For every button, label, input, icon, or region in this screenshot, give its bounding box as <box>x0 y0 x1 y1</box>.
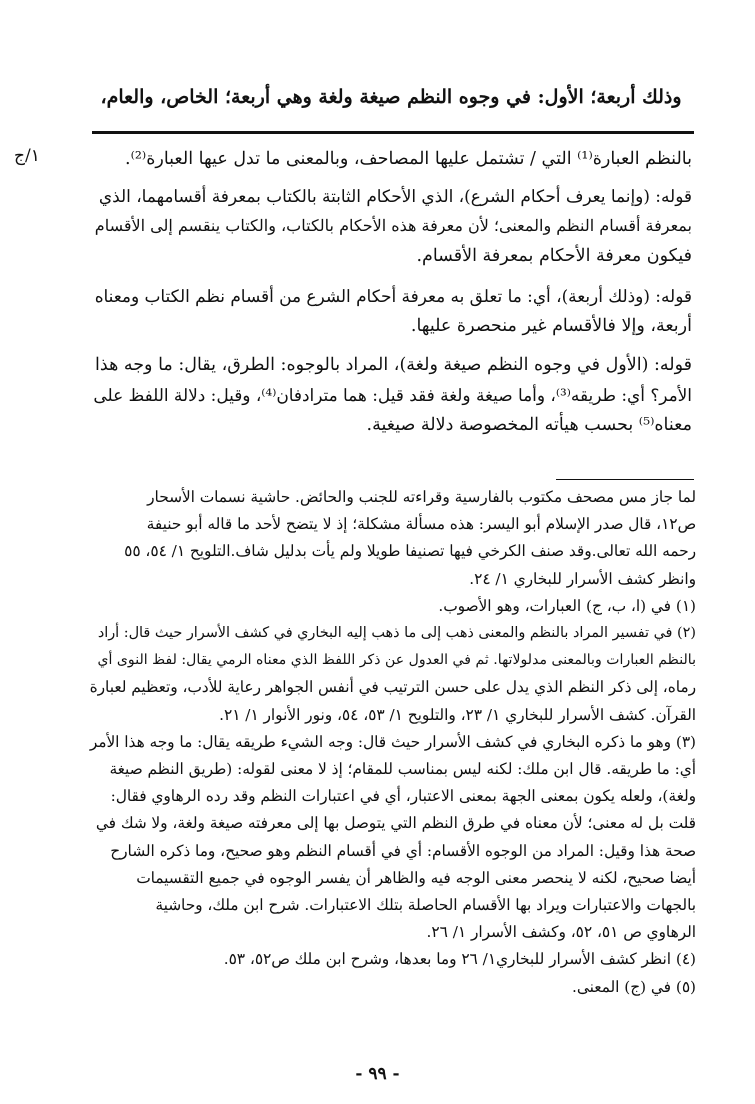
body-line: الأمر؟ أي: طريقه⁽³⁾، وأما صيغة ولغة فقد قيل: هما مترادفان⁽⁴⁾، وقيل: دلالة اللفظ على <box>93 385 692 405</box>
footnote-line: وانظر كشف الأسرار للبخاري ١/ ٢٤. <box>469 569 696 588</box>
footnote-line: الرهاوي ص ٥١، ٥٢، وكشف الأسرار ١/ ٢٦. <box>426 923 696 942</box>
margin-folio-marker: ١/ج <box>14 146 40 166</box>
main-text <box>90 144 692 440</box>
body-line: قوله: (وذلك أربعة)، أي: ما تعلق به معرفة أحكام الشرع من أقسام نظم الكتاب ومعناه <box>94 286 692 306</box>
footnote-line: ص١٢، قال صدر الإسلام أبو اليسر: هذه مسألة مشكلة؛ إذ لا يتضح لأحد ما قاله أبو حنيفة <box>146 515 696 534</box>
footnote-line: بالجهات والاعتبارات ويراد بها الأقسام الحاصلة بتلك الاعتبارات. شرح ابن ملك، وحاشية <box>155 896 696 915</box>
body-line: فيكون معرفة الأحكام بمعرفة الأقسام. <box>416 246 692 266</box>
running-header: وذلك أربعة؛ الأول: في وجوه النظم صيغة ولغة وهي أربعة؛ الخاص، والعام، <box>100 86 682 108</box>
footnote-line: القرآن. كشف الأسرار للبخاري ١/ ٢٣، والتلويح ١/ ٥٣، ٥٤، ونور الأنوار ١/ ٢١. <box>219 705 696 724</box>
page-number: - ٩٩ - <box>355 1064 400 1084</box>
header-rule <box>92 131 694 134</box>
body-line: قوله: (وإنما يعرف أحكام الشرع)، الذي الأحكام الثابتة بالكتاب بمعرفة أقسامهما، الذي <box>98 186 692 206</box>
footnote-line: بالنظم العبارات وبالمعنى مدلولاتها. ثم في العدول عن ذكر اللفظ الذي معناه الرمي يقال: لفظ النوى أي <box>97 652 696 669</box>
footnote-line: (١) في (ا، ب، ج) العبارات، وهو الأصوب. <box>438 596 696 615</box>
footnote-line: صحة هذا وقيل: المراد من الوجوه الأقسام: أي في أقسام النظم وهو صحيح، وما ذكره الشارح <box>110 841 696 860</box>
body-line: معناه⁽⁵⁾ بحسب هيأته المخصوصة دلالة صيغية. <box>366 415 692 435</box>
footnote-line: (٥) في (ج) المعنى. <box>572 977 696 996</box>
footnote-line: أيضا صحيح، لكنه لا ينحصر معنى الوجه فيه والظاهر أن يفسر الوجوه في جميع التقسيمات <box>136 868 696 887</box>
footnote-line: (٤) انظر كشف الأسرار للبخاري١/ ٢٦ وما بعدها، وشرح ابن ملك ص٥٢، ٥٣. <box>223 950 696 969</box>
footnote-line: (٣) وهو ما ذكره البخاري في كشف الأسرار حيث قال: وجه الشيء طريقه يقال: ما وجه هذا الأمر <box>89 732 696 751</box>
body-line: قوله: (الأول في وجوه النظم صيغة ولغة)، المراد بالوجوه: الطرق، يقال: ما وجه هذا <box>95 355 692 375</box>
footnote-line: لما جاز مس مصحف مكتوب بالفارسية وقراءته للجنب والحائض. حاشية نسمات الأسحار <box>147 488 696 506</box>
body-line: بالنظم العبارة⁽¹⁾ التي / تشتمل عليها المصاحف، وبالمعنى ما تدل عيها العبارة⁽²⁾. <box>125 149 692 169</box>
footnotes <box>90 484 696 1001</box>
footnote-line: رحمه الله تعالى.وقد صنف الكرخي فيها تصنيفا طويلا ولم يأت بدليل شاف.التلويح ١/ ٥٤، ٥٥ <box>124 542 696 561</box>
footnote-line: (٢) في تفسير المراد بالنظم والمعنى ذهب إلى ما ذهب إليه البخاري في كشف الأسرار حيث قال: أراد <box>97 625 696 642</box>
body-line: بمعرفة أقسام النظم والمعنى؛ لأن معرفة هذه الأحكام بالكتاب، والكتاب ينقسم إلى الأقسام <box>94 216 692 235</box>
footnote-line: رماه، إلى ذكر النظم الذي يدل على حسن الترتيب في أنفس الجواهر رعاية للأدب، وتعظيم لعبارة <box>89 678 696 697</box>
footnote-line: ولغة)، ولعله يكون بمعنى الجهة بمعنى الاعتبار، أي في اعتبارات النظم وقد رده الرهاوي فقال: <box>110 787 696 806</box>
footnote-line: أي: ما طريقه. قال ابن ملك: لكنه ليس بمناسب للمقام؛ إذ لا معنى لقوله: (طريق النظم صيغة <box>109 760 696 779</box>
footnote-line: قلت بل له معنى؛ لأن معناه في طرق النظم التي يتوصل بها إلى معرفته صيغة ولغة، ولا شك في <box>95 814 696 833</box>
body-line: أربعة، وإلا فالأقسام غير منحصرة عليها. <box>410 316 692 336</box>
footnote-separator <box>556 479 694 480</box>
